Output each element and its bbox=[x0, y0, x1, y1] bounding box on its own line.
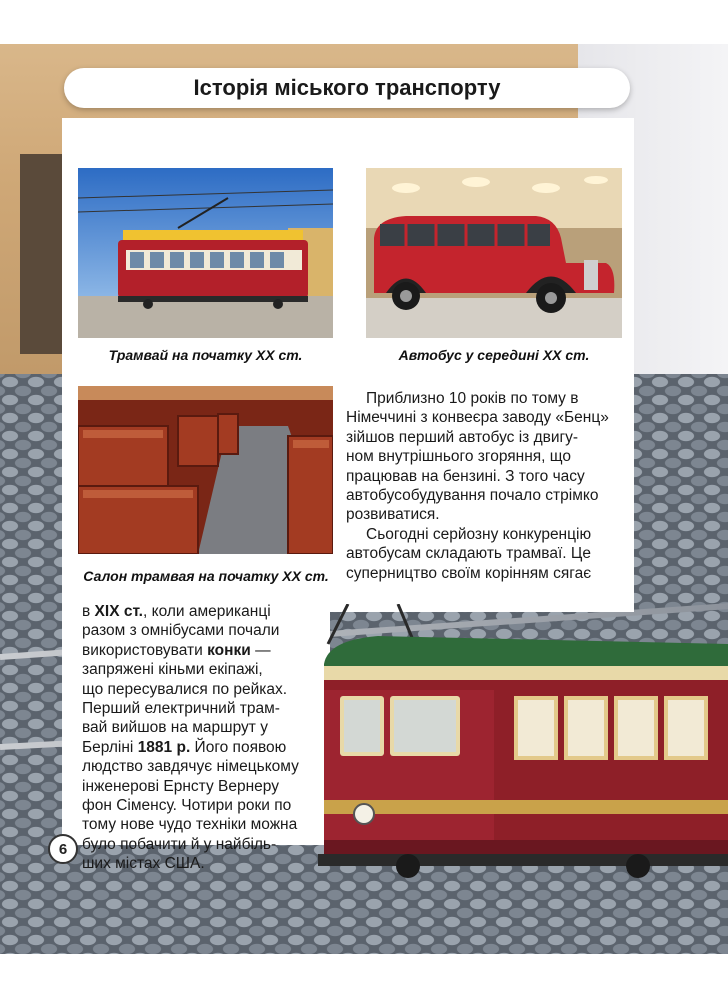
page-title: Історія міського транспорту bbox=[193, 75, 501, 100]
text-line: суперництво своїм корінням сягає bbox=[346, 564, 592, 582]
caption-bus: Автобус у середині ХХ ст. bbox=[398, 347, 590, 363]
text-line: що пересувалися по рейках. bbox=[82, 680, 288, 698]
bus-photo bbox=[366, 168, 622, 338]
text-fragment: — bbox=[250, 641, 271, 659]
caption-tram: Трамвай на початку ХХ ст. bbox=[108, 347, 303, 363]
text-bold: XIX ст. bbox=[94, 603, 143, 620]
text-line: людство завдячує німецькому bbox=[82, 758, 299, 776]
text-line: фон Сіменсу. Чотири роки по bbox=[82, 797, 292, 815]
text-line: Перший електричний трам- bbox=[82, 700, 280, 718]
text-column-left bbox=[82, 602, 328, 874]
page-number: 6 bbox=[48, 834, 78, 864]
text-line: ном внутрішнього згоряння, що bbox=[346, 448, 571, 466]
title-bar bbox=[64, 68, 630, 108]
text-fragment: в bbox=[82, 603, 95, 620]
tram-photo bbox=[78, 168, 333, 338]
text-fragment: Його появою bbox=[190, 738, 287, 756]
text-fragment: використовувати bbox=[82, 641, 208, 659]
tram-salon-photo bbox=[78, 386, 333, 554]
text-bold: 1881 р. bbox=[137, 738, 191, 756]
text-line: вай вийшов на маршрут у bbox=[82, 719, 268, 737]
text-line: автобусам складають трамваї. Це bbox=[346, 545, 591, 563]
text-line: тому нове чудо техніки можна bbox=[82, 816, 298, 834]
text-bold: конки bbox=[207, 641, 251, 659]
text-line: Сьогодні серйозну конкуренцію bbox=[366, 525, 592, 543]
text-line: було побачити й у найбіль- bbox=[82, 835, 277, 853]
text-line: інженерові Ернсту Вернеру bbox=[82, 777, 279, 795]
text-line: працював на бензині. З того часу bbox=[346, 467, 585, 485]
text-line: Німеччині з конвеєра заводу «Бенц» bbox=[346, 409, 609, 427]
text-line: розвиватися. bbox=[346, 506, 440, 524]
text-line: ших містах США. bbox=[82, 855, 205, 873]
text-line: разом з омнібусами почали bbox=[82, 622, 280, 640]
text-line: Приблизно 10 років по тому в bbox=[366, 390, 579, 407]
text-fragment: , коли американці bbox=[143, 603, 271, 620]
vintage-tram-illustration bbox=[318, 604, 728, 884]
text-column-right bbox=[346, 389, 626, 583]
text-fragment: Берліні bbox=[82, 738, 138, 756]
caption-salon: Салон трамвая на початку ХХ ст. bbox=[83, 568, 329, 584]
text-line: запряжені кіньми екіпажі, bbox=[82, 661, 263, 679]
text-line: автобусобудування почало стрімко bbox=[346, 487, 599, 505]
text-line: зійшов перший автобус із двигу- bbox=[346, 428, 579, 446]
